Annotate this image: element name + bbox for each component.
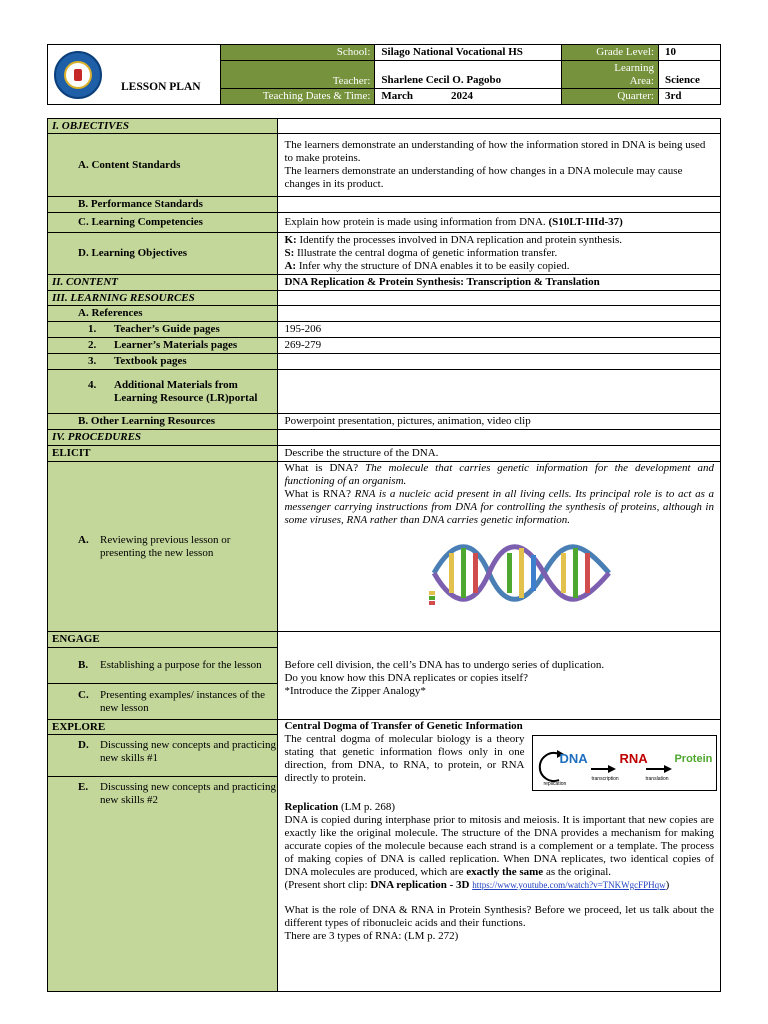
engage-heading: ENGAGE [48, 632, 278, 648]
content-title: II. CONTENT [48, 275, 278, 291]
textbook-label: 3. Textbook pages [48, 354, 278, 370]
logo-cell [48, 45, 221, 105]
objectives-title: I. OBJECTIVES [48, 119, 278, 134]
dogma-transcription: transcription [591, 776, 619, 782]
dogma-translation: translation [645, 776, 669, 782]
school-label: School: [220, 45, 375, 61]
additional-materials-label: 4. Additional Materials from Learning Resource (LR)portal [48, 370, 278, 414]
learning-competencies-value: Explain how protein is made using information from DNA. (S10LT-IIId-37) [278, 213, 721, 233]
teacher-value: Sharlene Cecil O. Pagobo [375, 61, 562, 89]
learning-competencies-label: C. Learning Competencies [48, 213, 278, 233]
learning-area-value: Science [659, 61, 721, 89]
tg-value: 195-206 [278, 322, 721, 338]
grade-label: Grade Level: [562, 45, 659, 61]
purpose-label: B. Establishing a purpose for the lesson [48, 648, 278, 684]
lm-value: 269-279 [278, 338, 721, 354]
elicit-heading: ELICIT [48, 446, 278, 462]
header-table [47, 44, 721, 105]
references-label: A. References [48, 306, 278, 322]
teacher-label: Teacher: [220, 61, 375, 89]
performance-standards-label: B. Performance Standards [48, 197, 278, 213]
tg-label: 1. Teacher’s Guide pages [48, 322, 278, 338]
central-dogma-diagram [532, 735, 717, 791]
review-label: A. Reviewing previous lesson or presenting the new lesson [48, 462, 278, 632]
review-content: What is DNA? The molecule that carries genetic information for the development and functioning of an organism. What is RNA? RNA is a nucleic acid present in all living cells. Its principal role is to act as a messenger carrying instructions from DNA for controlling the synthesis of proteins, although in some viruses, RNA rather than DNA carries genetic information. [278, 462, 721, 632]
learning-objectives-label: D. Learning Objectives [48, 233, 278, 275]
examples-label: C. Presenting examples/ instances of the new lesson [48, 684, 278, 720]
dogma-protein: Protein [674, 753, 713, 765]
dna-helix-figure [429, 533, 614, 608]
dna-double-helix-icon [429, 533, 614, 608]
dogma-dna: DNA [559, 751, 588, 766]
explore-heading: EXPLORE [48, 720, 278, 735]
learning-area-label: Learning Area: [562, 61, 659, 89]
procedures-title: IV. PROCEDURES [48, 430, 278, 446]
dates-value: March 2024 [375, 89, 562, 105]
quarter-label: Quarter: [562, 89, 659, 105]
resources-title: III. LEARNING RESOURCES [48, 291, 278, 306]
concepts1-label: D. Discussing new concepts and practicing new skills #1 [48, 735, 278, 777]
content-value: DNA Replication & Protein Synthesis: Transcription & Translation [278, 275, 721, 291]
lesson-table [47, 118, 721, 992]
video-link[interactable]: https://www.youtube.com/watch?v=TNKWgcFPHqw [472, 880, 666, 890]
dogma-replication: replication [543, 781, 567, 787]
engage-content: Before cell division, the cell’s DNA has to undergo series of duplication. Do you know how this DNA replicates or copies itself? *Introduce the Zipper Analogy* [278, 632, 721, 720]
content-standards-value: The learners demonstrate an understanding of how the information stored in DNA is being used to make proteins. The learners demonstrate an understanding of how changes in a DNA molecule may cause changes in its product. [278, 134, 721, 197]
lm-label: 2. Learner’s Materials pages [48, 338, 278, 354]
learning-objectives-value: K: Identify the processes involved in DNA replication and protein synthesis. S: Illustrate the central dogma of genetic information transfer. A: Infer why the structure of DNA enables it to be easily copied. [278, 233, 721, 275]
deped-seal-icon [54, 51, 102, 99]
concepts2-label: E. Discussing new concepts and practicing new skills #2 [48, 777, 278, 992]
lesson-plan-title: LESSON PLAN [121, 81, 201, 93]
elicit-question: Describe the structure of the DNA. [278, 446, 721, 462]
dates-label: Teaching Dates & Time: [220, 89, 375, 105]
explore-content: Central Dogma of Transfer of Genetic Information The central dogma of molecular biology is a theory stating that genetic information flows only in one direction, from DNA, to RNA, to protein, or RNA directly to protein. DNA RNA Protein replication transcription translation Replication (LM p. 268) DNA is copied during interphase prior to mitosis and meiosis. It is important that new copies are exactly like the original molecule. The structure of the DNA provides a mechanism for making accurate copies of the molecule because each strand is a complement or a template. The process of making copies of DNA is called replication. When DNA replicates, two identical copies of DNA molecules are produced, which are exactly the same as the original. (Present short clip: DNA replication - 3D https://www.youtube.com/watch?v=TNKWgcFPHqw) What is the role of DNA & RNA in Protein Synthesis? Before we proceed, let us talk about the different types of ribonucleic acids and their functions. There are 3 types of RNA: (LM p. 272) [278, 720, 721, 992]
content-standards-label: A. Content Standards [48, 134, 278, 197]
other-resources-value: Powerpoint presentation, pictures, animation, video clip [278, 414, 721, 430]
dogma-rna: RNA [619, 751, 648, 766]
quarter-value: 3rd [659, 89, 721, 105]
grade-value: 10 [659, 45, 721, 61]
school-value: Silago National Vocational HS [375, 45, 562, 61]
other-resources-label: B. Other Learning Resources [48, 414, 278, 430]
